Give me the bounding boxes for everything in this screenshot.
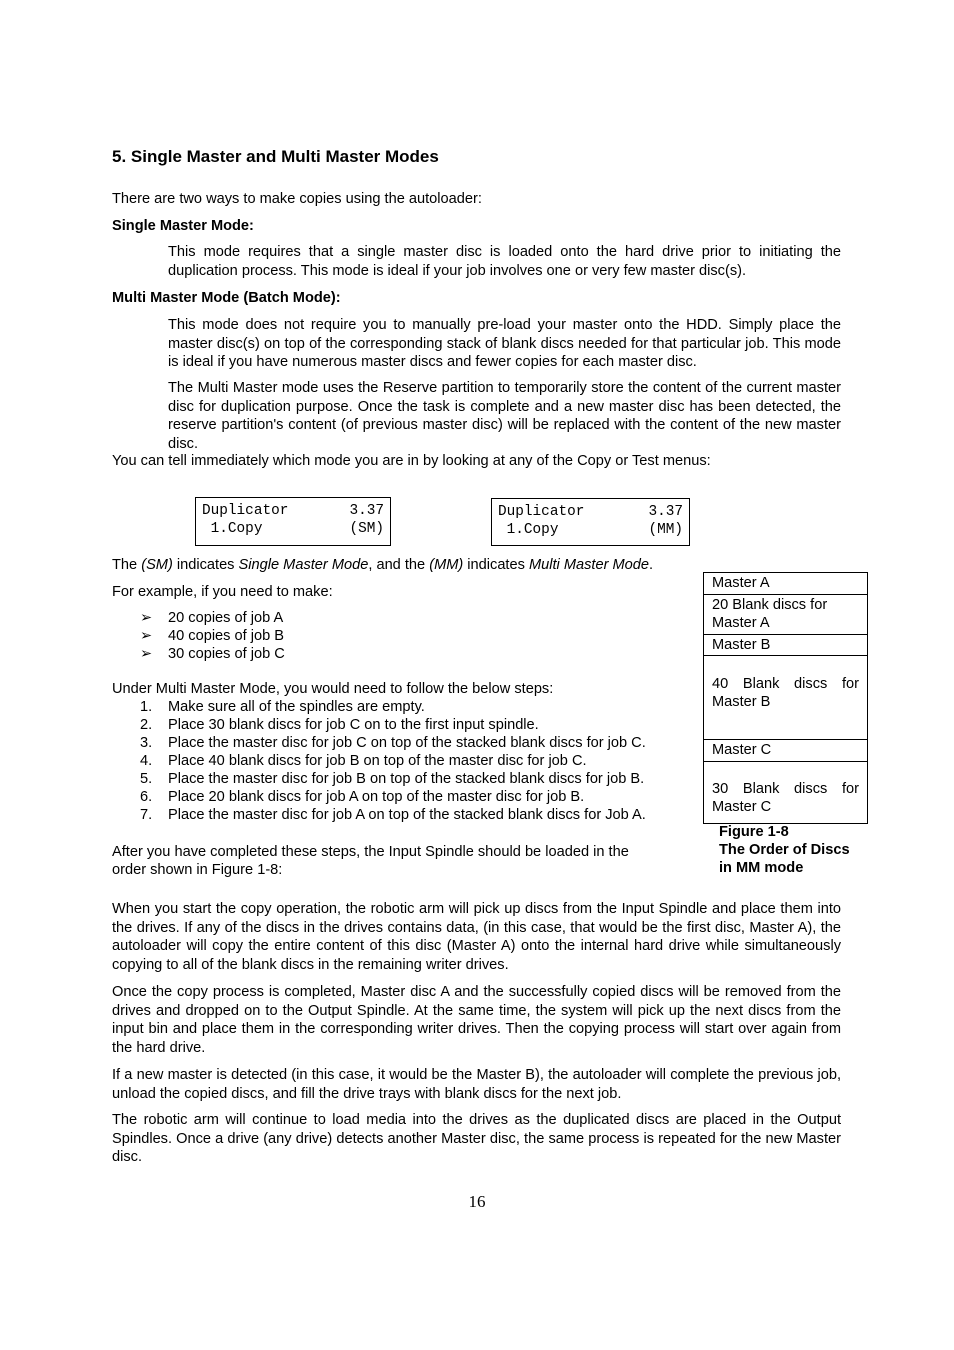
lcd-display-single-master (195, 497, 391, 546)
lcd-name: Duplicator (202, 503, 289, 519)
lcd-version: 3.37 (349, 503, 384, 519)
list-item: 3. Place the master disc for job C on top of the stacked blank discs for job C. (140, 735, 646, 751)
list-item: 2. Place 30 blank discs for job C on to the first input spindle. (140, 717, 539, 733)
multi-master-text-2: The Multi Master mode uses the Reserve partition to temporarily store the content of the current master disc for duplication purpose. Once the task is complete and a new master disc has been detected, the reserve partition's content (of previous master disc) will be replaced with the content of the new master disc. (168, 380, 841, 452)
figure-cell-master-c: Master C (704, 740, 867, 762)
list-item: ➢ 40 copies of job B (140, 628, 285, 644)
figure-cell-master-b: Master B (704, 635, 867, 656)
list-item: 6. Place 20 blank discs for job A on top of the master disc for job B. (140, 789, 585, 805)
figure-cell-blank-c: 30 Blank discs for Master C (712, 781, 859, 815)
multi-master-title: Multi Master Mode (Batch Mode): (112, 290, 341, 306)
para-copy-start: When you start the copy operation, the robotic arm will pick up discs from the Input Spindle and place them into the drives. If any of the discs in the drives contains data, (in this case, that would be the first disc, Master A), the autoloader will copy the entire content of this disc (Master A) onto the internal hard drive while simultaneously copying to all of the blank discs in the remaining writer drives. (112, 901, 841, 973)
intro-text: There are two ways to make copies using the autoloader: (112, 191, 482, 207)
page-number: 16 (468, 1192, 486, 1211)
figure-caption-title-2: in MM mode (719, 860, 804, 876)
single-master-text: This mode requires that a single master disc is loaded onto the hard drive prior to initiating the duplication process. This mode is ideal if your job involves one or very few master disc(s). (168, 244, 841, 279)
para-robotic-arm: The robotic arm will continue to load media into the drives as the duplicated discs are placed in the Output Spindles. Once a drive (any drive) detects another Master disc, the same process is repeated for the new Master disc. (112, 1112, 841, 1165)
mode-tell-text: You can tell immediately which mode you are in by looking at any of the Copy or Test menus: (112, 453, 711, 469)
multi-master-text-1: This mode does not require you to manually pre-load your master onto the HDD. Simply place the master disc(s) on top of the corresponding stack of blank discs needed for that particular job. This mode is ideal if you have numerous master discs and fewer copies for each master disc. (168, 317, 841, 370)
figure-caption-number: Figure 1-8 (719, 824, 789, 840)
lcd-menu: 1.Copy (498, 522, 559, 538)
para-new-master: If a new master is detected (in this case, it would be the Master B), the autoloader will complete the previous job, unload the copied discs, and fill the drive trays with blank discs for the next job. (112, 1067, 841, 1102)
steps-intro: Under Multi Master Mode, you would need to follow the below steps: (112, 681, 554, 697)
after-steps-line-1: After you have completed these steps, the Input Spindle should be loaded in the (112, 844, 629, 860)
example-text: For example, if you need to make: (112, 584, 333, 600)
list-item: 5. Place the master disc for job B on top of the stacked blank discs for job B. (140, 771, 645, 787)
lcd-name: Duplicator (498, 504, 585, 520)
lcd-display-multi-master (491, 498, 690, 546)
single-master-title: Single Master Mode: (112, 218, 254, 234)
para-copy-complete: Once the copy process is completed, Master disc A and the successfully copied discs will be removed from the drives and dropped on to the Output Spindle. At the same time, the system will pick up the next discs from the input bin and place them in the corresponding writer drives. Then the copying process will start over again from the hard drive. (112, 984, 841, 1056)
list-item: 4. Place 40 blank discs for job B on top of the master disc for job C. (140, 753, 587, 769)
figure-caption (719, 823, 850, 877)
figure-cell-blank-a: 20 Blank discs for Master A (704, 595, 867, 635)
disc-order-figure (703, 572, 868, 824)
arrow-bullet-icon: ➢ (140, 646, 153, 662)
lcd-version: 3.37 (648, 504, 683, 520)
figure-cell-master-a: Master A (704, 573, 867, 595)
steps-list (140, 698, 646, 824)
section-heading: 5. Single Master and Multi Master Modes (112, 147, 439, 166)
arrow-bullet-icon: ➢ (140, 628, 153, 644)
figure-caption-title-1: The Order of Discs (719, 842, 850, 858)
lcd-menu: 1.Copy (202, 521, 263, 537)
list-item: 1. Make sure all of the spindles are empty. (140, 699, 425, 715)
lcd-mode: (MM) (648, 522, 683, 538)
figure-cell-blank-b: 40 Blank discs for Master B (704, 656, 867, 740)
after-steps-line-2: order shown in Figure 1-8: (112, 862, 283, 878)
list-item: ➢ 30 copies of job C (140, 646, 285, 662)
lcd-mode: (SM) (349, 521, 384, 537)
job-list (140, 609, 285, 663)
mode-indicator-text: The (SM) indicates Single Master Mode, and the (MM) indicates Multi Master Mode. (112, 557, 654, 573)
list-item: 7. Place the master disc for job A on top of the stacked blank discs for Job A. (140, 807, 646, 823)
arrow-bullet-icon: ➢ (140, 610, 153, 626)
list-item: ➢ 20 copies of job A (140, 610, 284, 626)
